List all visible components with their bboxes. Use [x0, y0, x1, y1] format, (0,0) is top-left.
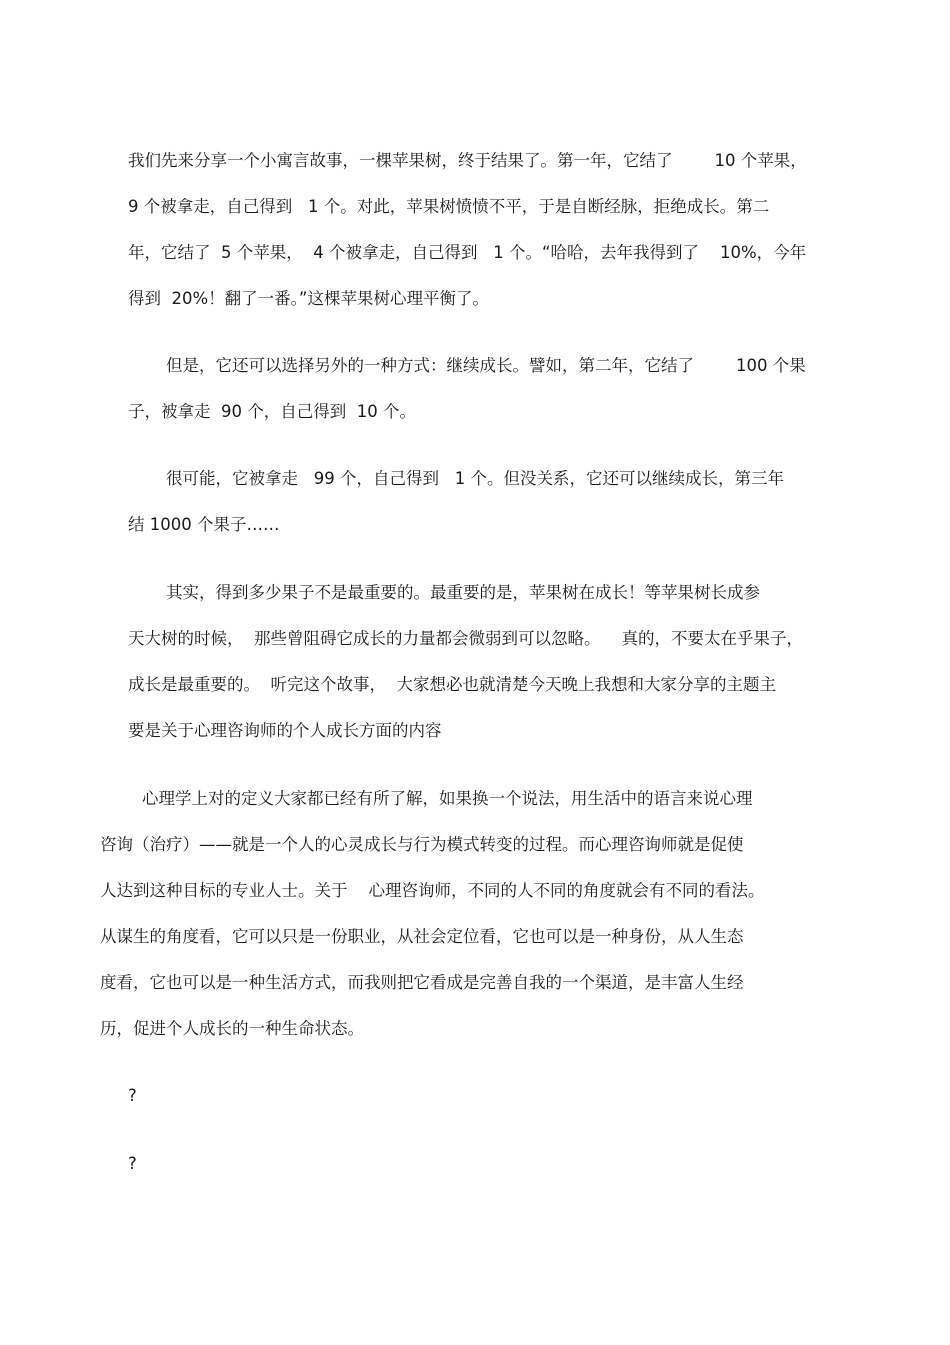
paragraph-line: 天大树的时候， 那些曾阻碍它成长的力量都会微弱到可以忽略。 真的，不要太在乎果子，	[128, 629, 803, 648]
paragraph-line: 度看，它也可以是一种生活方式，而我则把它看成是完善自我的一个渠道，是丰富人生经	[100, 973, 744, 992]
paragraph-line: 9 个被拿走，自己得到 1 个。对此，苹果树愤愤不平，于是自断经脉，拒绝成长。第二	[128, 197, 770, 216]
paragraph-line: 但是，它还可以选择另外的一种方式：继续成长。譬如，第二年，它结了 100 个果	[166, 356, 806, 375]
question-mark: ?	[128, 1086, 137, 1105]
question-mark: ?	[128, 1154, 137, 1173]
paragraph-line: 要是关于心理咨询师的个人成长方面的内容	[128, 721, 442, 740]
paragraph-line: 很可能，它被拿走 99 个，自己得到 1 个。但没关系，它还可以继续成长，第三年	[166, 469, 784, 488]
paragraph-line: 我们先来分享一个小寓言故事，一棵苹果树，终于结果了。第一年，它结了 10 个苹果，	[128, 151, 807, 170]
paragraph-line: 年，它结了 5 个苹果， 4 个被拿走，自己得到 1 个。“哈哈，去年我得到了 10%，今年	[128, 243, 807, 262]
paragraph-line: 子，被拿走 90 个，自己得到 10 个。	[128, 402, 416, 421]
paragraph-line: 得到 20%！翻了一番。”这棵苹果树心理平衡了。	[128, 289, 489, 308]
paragraph-line: 从谋生的角度看，它可以只是一份职业，从社会定位看，它也可以是一种身份，从人生态	[100, 927, 744, 946]
paragraph-line: 历，促进个人成长的一种生命状态。	[100, 1019, 364, 1038]
paragraph-line: 成长是最重要的。 听完这个故事， 大家想必也就清楚今天晚上我想和大家分享的主题主	[128, 675, 776, 694]
paragraph-line: 咨询（治疗）——就是一个人的心灵成长与行为模式转变的过程。而心理咨询师就是促使	[100, 835, 744, 854]
paragraph-line: 心理学上对的定义大家都已经有所了解，如果换一个说法，用生活中的语言来说心理	[142, 789, 753, 808]
paragraph-line: 其实，得到多少果子不是最重要的。最重要的是，苹果树在成长！等苹果树长成参	[166, 583, 760, 602]
paragraph-line: 结 1000 个果子……	[128, 515, 280, 534]
paragraph-line: 人达到这种目标的专业人士。关于 心理咨询师，不同的人不同的角度就会有不同的看法。	[100, 881, 765, 900]
